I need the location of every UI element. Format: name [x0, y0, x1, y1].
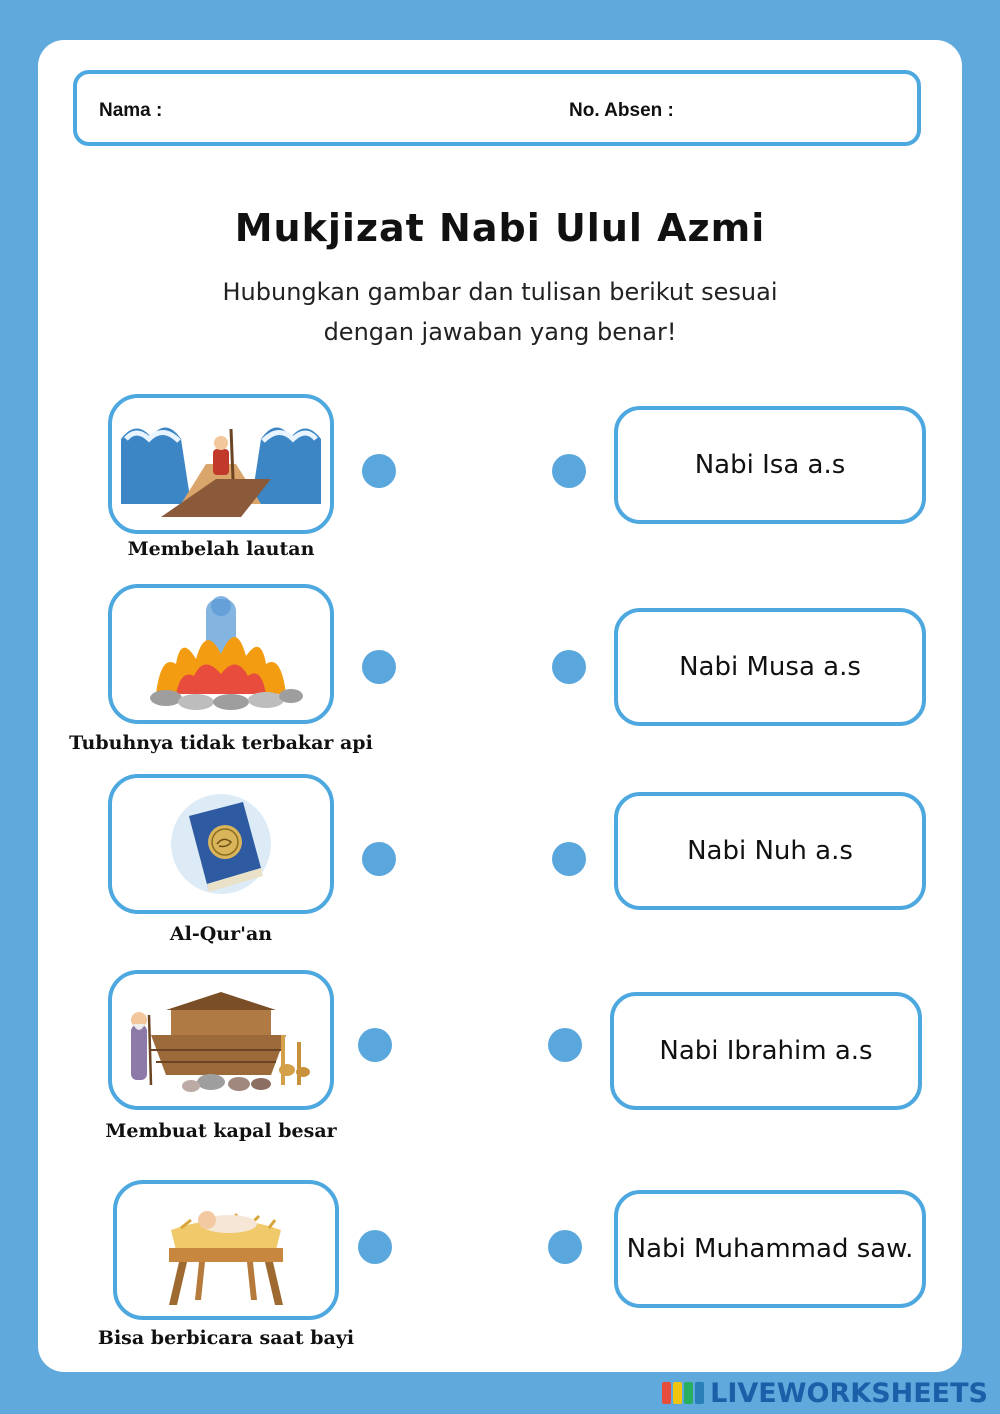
worksheet-sheet: [38, 40, 962, 1372]
right-dot-4[interactable]: [548, 1028, 582, 1062]
watermark-text: LIVEWORKSHEETS: [710, 1377, 988, 1409]
picture-parting-sea: [108, 394, 334, 534]
picture-ark: [108, 970, 334, 1110]
left-dot-1[interactable]: [362, 454, 396, 488]
picture-fire: [108, 584, 334, 724]
picture-baby-cradle: [113, 1180, 339, 1320]
left-dot-5[interactable]: [358, 1230, 392, 1264]
instruction-line-2: dengan jawaban yang benar!: [323, 318, 677, 346]
liveworksheets-logo-icon: [662, 1382, 704, 1404]
caption-5: Bisa berbicara saat bayi: [97, 1327, 355, 1349]
answer-box-3: Nabi Nuh a.s: [614, 792, 926, 910]
answer-box-5: Nabi Muhammad saw.: [614, 1190, 926, 1308]
left-dot-3[interactable]: [362, 842, 396, 876]
answer-box-2: Nabi Musa a.s: [614, 608, 926, 726]
fire-icon: [136, 594, 306, 714]
right-dot-2[interactable]: [552, 650, 586, 684]
caption-1: Membelah lautan: [127, 538, 315, 560]
liveworksheets-watermark: [662, 1378, 988, 1408]
right-dot-3[interactable]: [552, 842, 586, 876]
answer-box-1: Nabi Isa a.s: [614, 406, 926, 524]
absen-label: No. Absen :: [569, 100, 674, 121]
instruction-line-1: Hubungkan gambar dan tulisan berikut sesuai: [222, 278, 778, 306]
picture-quran: [108, 774, 334, 914]
ark-icon: [121, 980, 321, 1100]
name-label: Nama :: [99, 100, 163, 121]
right-dot-1[interactable]: [552, 454, 586, 488]
right-dot-5[interactable]: [548, 1230, 582, 1264]
parting-sea-icon: [121, 409, 321, 519]
left-dot-2[interactable]: [362, 650, 396, 684]
left-dot-4[interactable]: [358, 1028, 392, 1062]
caption-3: Al-Qur'an: [169, 923, 273, 945]
page-title: Mukjizat Nabi Ulul Azmi: [234, 206, 766, 250]
answer-box-4: Nabi Ibrahim a.s: [610, 992, 922, 1110]
caption-4: Membuat kapal besar: [105, 1120, 337, 1142]
student-info-box: [73, 70, 921, 146]
quran-book-icon: [161, 784, 281, 904]
baby-cradle-icon: [151, 1190, 301, 1310]
caption-2: Tubuhnya tidak terbakar api: [69, 732, 373, 754]
